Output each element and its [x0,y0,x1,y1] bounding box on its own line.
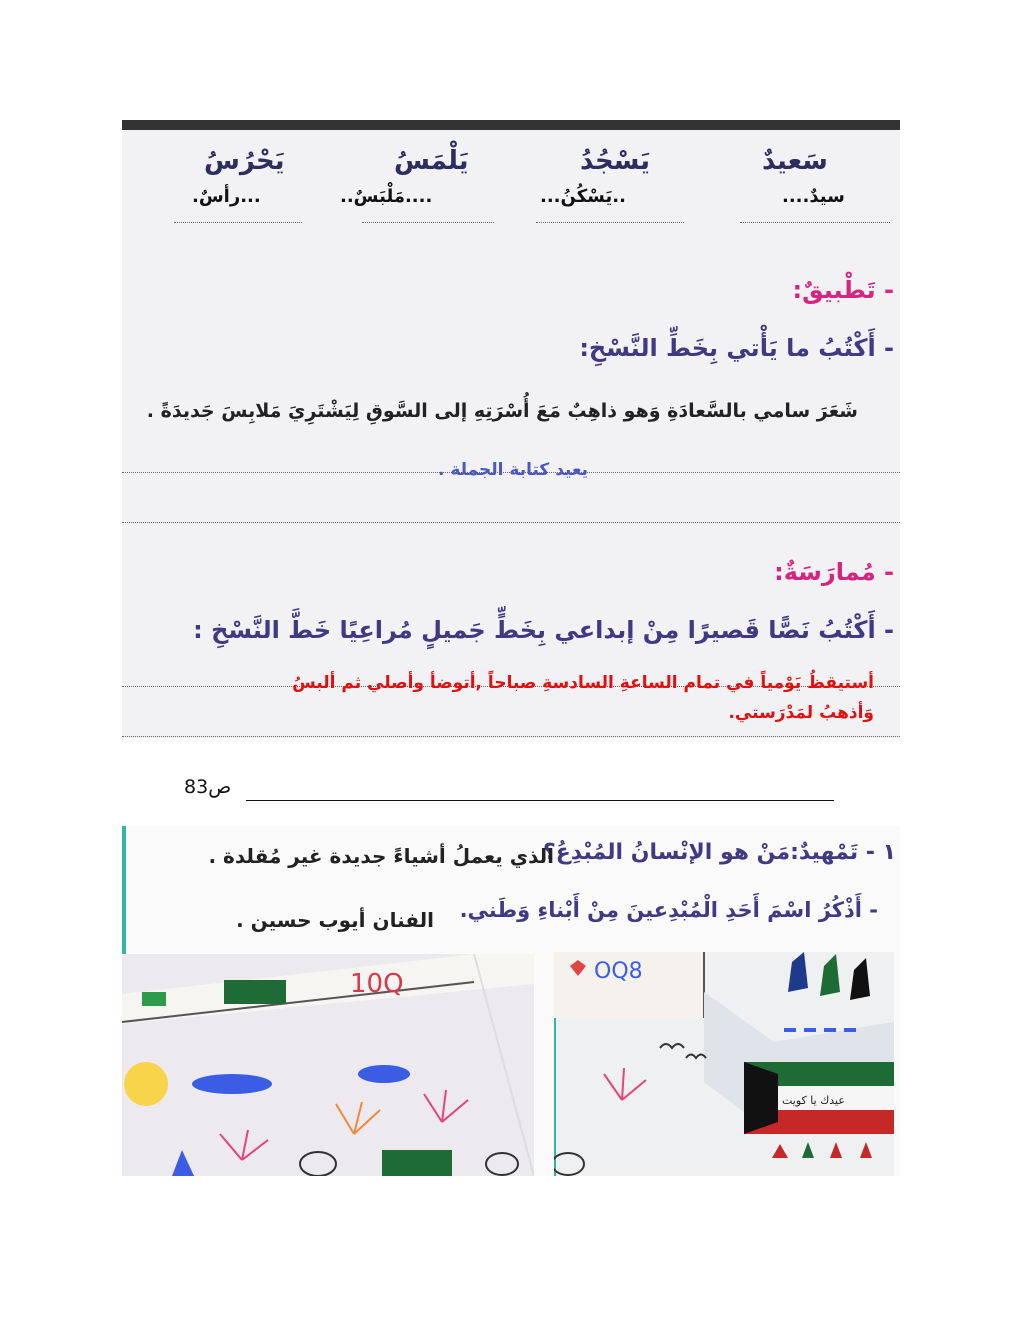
answer-line [536,222,684,223]
student-note: يعيد كتابة الجملة . [438,460,588,480]
student-text-line: أستيقظُ يَوْمياً في تمام الساعةِ السادسةِ صباحاً ,أتوضأ وأصلي ثم ألبسُ [292,673,874,693]
worksheet-top [122,120,900,738]
mention-answer: الفنان أيوب حسين . [236,908,434,932]
drawing-illustration-left [122,954,534,1176]
drawing-letters-right: OQ8 [594,959,643,984]
student-creative-text [174,668,874,728]
word-2: يَسْجُدُ [580,146,650,176]
scan-top-bar [122,120,900,130]
copy-sentence: شَعَرَ سامي بالسَّعادَةِ وَهو ذاهِبٌ مَعَ أُسْرَتِهِ إلى السَّوقِ لِيَشْتَرِيَ مَلابِسَ جَديدَةً . [146,400,858,422]
mention-prompt: - أَذْكُرُ اسْمَ أَحَدِ الْمُبْدِعينَ مِنْ أَبْناءِ وَطَني. [459,898,878,922]
intro-answer: الذي يعملُ أشياءً جديدة غير مُقلدة . [208,844,554,868]
word-row [122,146,900,182]
drawing-photo-left [122,954,534,1176]
answer-3: ....مَلْبَسٌ.. [340,186,433,207]
answer-1: سيدٌ.... [782,186,845,207]
answer-2: ..يَسْكُنُ... [540,186,626,207]
copy-instruction: - أَكْتُبُ ما يَأْتي بِخَطِّ النَّسْخِ: [579,334,894,362]
writing-line [122,736,900,737]
worksheet-bottom [122,826,900,1176]
answer-line [362,222,494,223]
drawing-photo-right [554,952,894,1176]
creative-instruction: - أَكْتُبُ نَصًّا قَصيرًا مِنْ إبداعي بِخَطٍّ جَميلٍ مُراعِيًا خَطَّ النَّسْخِ : [193,616,894,644]
drawing-letters-left: 10Q [350,969,404,999]
page-reference-underline [246,800,834,801]
writing-line [122,472,900,473]
word-3: يَلْمَسُ [394,146,469,176]
practice-heading: - مُمارَسَةٌ: [774,558,894,586]
writing-line [122,522,900,523]
drawing-text: عيدك يا كويت [782,1094,845,1107]
answer-line [740,222,890,223]
word-4: يَحْرُسُ [204,146,285,176]
intro-question: ١ - تَمْهيدٌ:مَنْ هو الإنْسانُ المُبْدِعُ؟ [543,840,896,865]
page-reference: ص83 [184,776,232,798]
answer-line [174,222,302,223]
student-text-line: وَأذهبُ لمَدْرَستي. [728,703,874,723]
word-1: سَعيدٌ [762,146,828,176]
application-heading: - تَطْبيقٌ: [792,276,894,304]
answer-row [122,186,900,216]
answer-4: ...رأسٌ. [192,186,261,207]
drawing-illustration-right [554,952,894,1176]
